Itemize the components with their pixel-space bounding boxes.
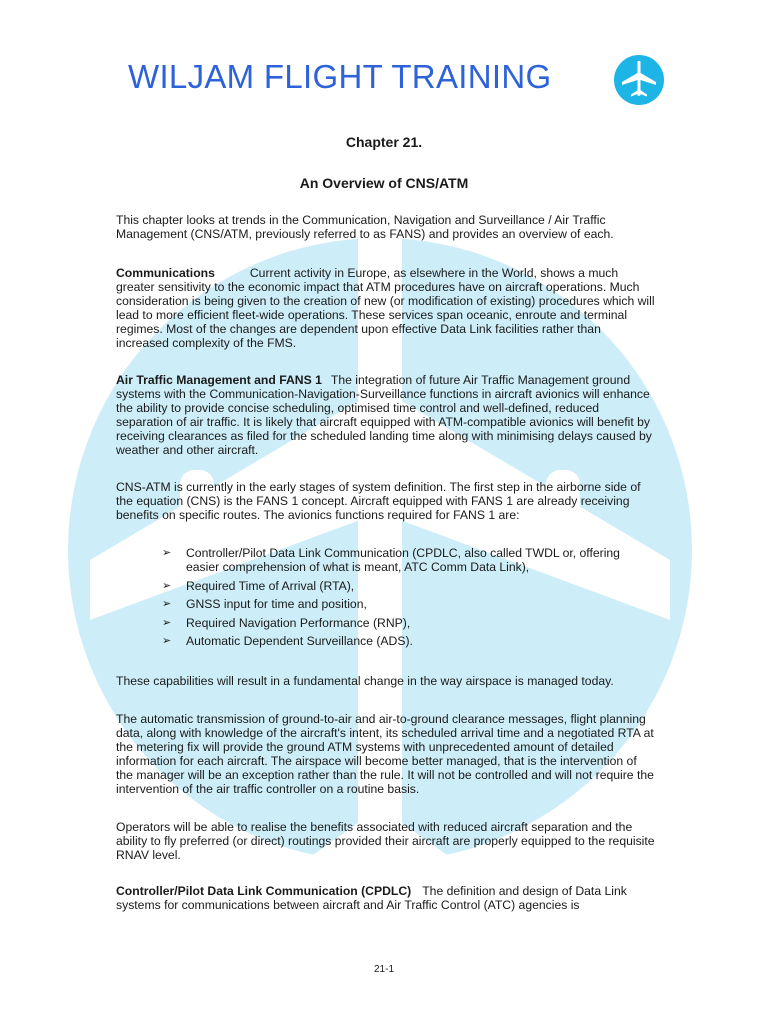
atm-heading: Air Traffic Management and FANS 1 [116, 373, 322, 387]
capabilities-paragraph: These capabilities will result in a fundamental change in the way airspace is managed today. [116, 674, 614, 688]
arrow-bullet-icon: ➢ [162, 598, 172, 611]
intro-paragraph: This chapter looks at trends in the Communication, Navigation and Surveillance / Air Traffic Management (CNS/ATM, previously referred to as FANS) and provides an overview of each. [116, 213, 614, 242]
arrow-bullet-icon: ➢ [162, 579, 172, 592]
atm-body: The integration of future Air Traffic Management ground systems with the Communication-Navigation-Surveillance functions in aircraft avionics will enhance the ability to provide concise scheduling, optimised time control and well-defined, reduced separation of air traffic. It is likely that aircraft equipped with ATM-compatible avionics will benefit by receiving clearances as filed for the scheduled landing time along with minimising delays caused by weather and other aircraft. [116, 373, 652, 458]
operators-paragraph: Operators will be able to realise the benefits associated with reduced aircraft separation and the ability to fly preferred (or direct) routings provided their aircraft are properly equipped to the requisite RNAV level. [116, 820, 655, 863]
communications-paragraph [116, 266, 656, 351]
cpdlc-paragraph [116, 884, 656, 912]
list-item: ➢ Automatic Dependent Surveillance (ADS). [162, 634, 413, 649]
cpdlc-body: The definition and design of Data Link systems for communications between aircraft and Air Traffic Control (ATC) agencies is [116, 884, 627, 913]
airplane-icon [614, 55, 664, 105]
fans1-functions-list [116, 546, 656, 653]
communications-body: Current activity in Europe, as elsewhere in the World, shows a much greater sensitivity to the economic impact that ATM procedures have on aircraft operations. Much consideration is being given to the creation of new (or modification of existing) procedures which will lead to more efficient fleet-wide operations. These services span oceanic, enroute and terminal regimes. Most of the changes are dependent upon effective Data Link facilities rather than increased complexity of the FMS. [116, 266, 655, 351]
chapter-number: Chapter 21. [345, 134, 423, 150]
list-item: ➢ Required Time of Arrival (RTA), [162, 578, 355, 593]
list-item: ➢ GNSS input for time and position, [162, 597, 367, 612]
list-item: ➢ Required Navigation Performance (RNP), [162, 615, 411, 630]
chapter-title: An Overview of CNS/ATM [299, 175, 469, 191]
arrow-bullet-icon: ➢ [162, 547, 172, 559]
automatic-transmission-paragraph: The automatic transmission of ground-to-air and air-to-ground clearance messages, flight planning data, along with knowledge of the aircraft's intent, its scheduled arrival time and a negotiated RTA at the metering fix will provide the ground ATM systems with unprecedented amount of detailed information for each aircraft. The airspace will become better managed, that is the intervention of the manager will be an exception rather than the rule. It will not be controlled and will not require the intervention of the air traffic controller on a routine basis. [116, 712, 654, 797]
atm-paragraph [116, 373, 656, 458]
document-header-title: WILJAM FLIGHT TRAINING [128, 58, 552, 95]
cns-atm-paragraph: CNS-ATM is currently in the early stages of system definition. The first step in the airborne side of the equation (CNS) is the FANS 1 concept. Aircraft equipped with FANS 1 are already receiving benefits on specific routes. The avionics functions required for FANS 1 are: [116, 480, 641, 523]
page-number: 21-1 [373, 964, 394, 975]
arrow-bullet-icon: ➢ [162, 635, 172, 648]
list-item: ➢ Controller/Pilot Data Link Communication (CPDLC, also called TWDL or, offering easier comprehension of what is meant, ATC Comm Data Link), [162, 546, 620, 575]
communications-heading: Communications [116, 266, 215, 280]
cpdlc-heading: Controller/Pilot Data Link Communication (CPDLC) [116, 884, 412, 898]
arrow-bullet-icon: ➢ [162, 616, 172, 629]
